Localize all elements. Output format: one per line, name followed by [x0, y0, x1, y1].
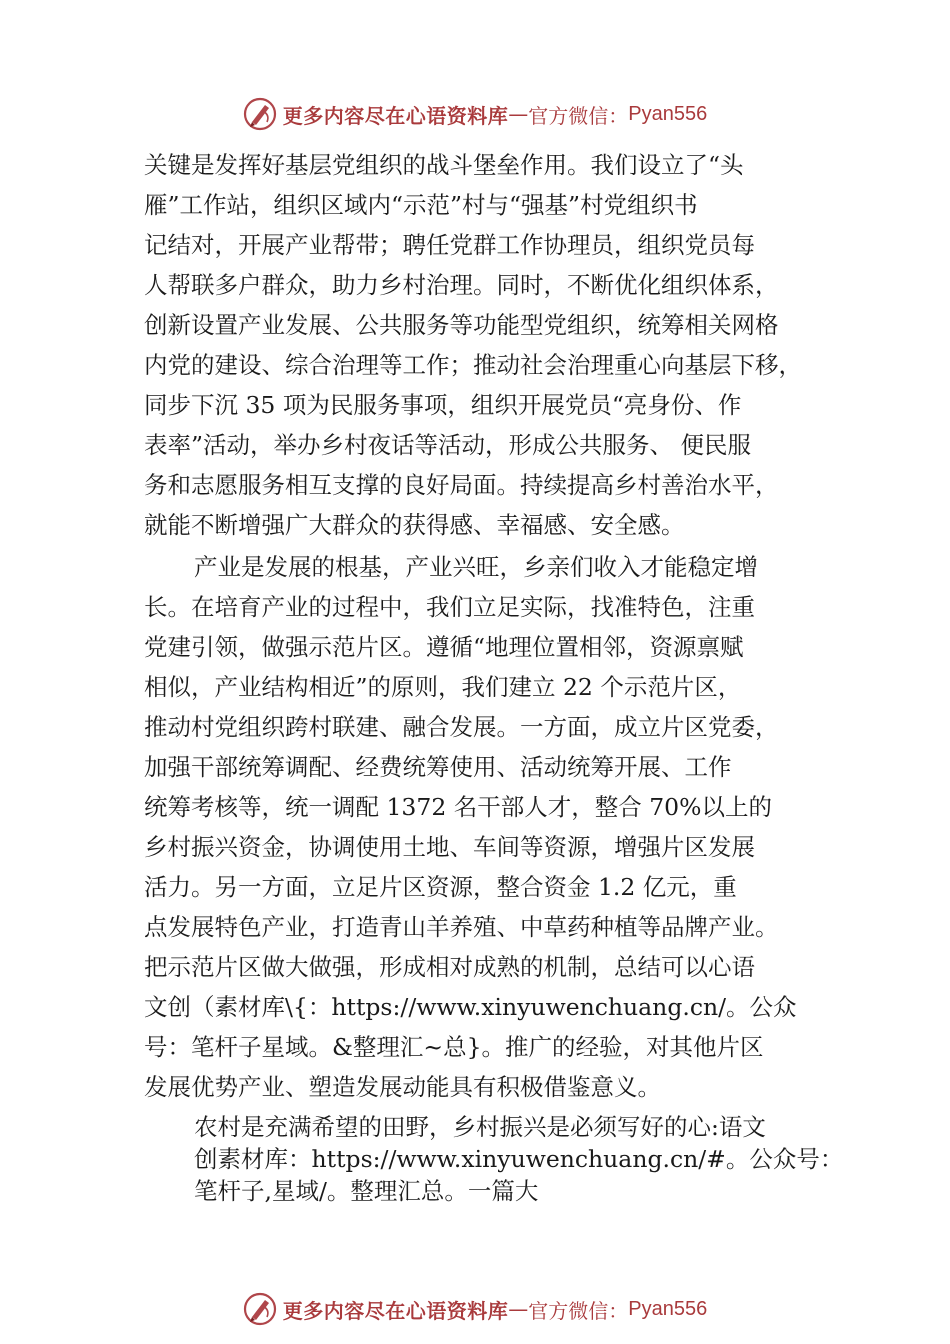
- text-line: 创新设置产业发展、公共服务等功能型党组织，统筹相关网格: [144, 311, 779, 339]
- text-line: 把示范片区做大做强，形成相对成熟的机制，总结可以心语: [144, 953, 755, 981]
- footer-separator: —: [508, 1297, 529, 1321]
- text-line: 文创（素材库\{：https://www.xinyuwenchuang.cn/。公众: [144, 993, 797, 1021]
- footer-brand-text: 更多内容尽在心语资料库: [282, 1298, 509, 1323]
- text-line: 务和志愿服务相互支撑的良好局面。持续提高乡村善治水平，: [144, 471, 779, 499]
- text-line: 乡村振兴资金，协调使用土地、车间等资源，增强片区发展: [144, 833, 755, 861]
- text-line: 同步下沉 35 项为民服务事项，组织开展党员“亮身份、作: [144, 391, 742, 419]
- text-line: 农村是充满希望的田野，乡村振兴是必须写好的心:语文: [194, 1113, 766, 1141]
- text-line: 创素材库：https://www.xinyuwenchuang.cn/#。公众号：: [194, 1145, 844, 1173]
- footer-wechat-label: 官方微信：: [528, 1298, 629, 1323]
- pen-logo-icon: [243, 1292, 277, 1326]
- text-line: 党建引领，做强示范片区。遵循“地理位置相邻，资源禀赋: [144, 633, 744, 661]
- text-line: 雁”工作站，组织区域内“示范”村与“强基”村党组织书: [144, 191, 698, 219]
- text-line: 人帮联多户群众，助力乡村治理。同时，不断优化组织体系，: [144, 271, 779, 299]
- text-line: 相似，产业结构相近”的原则，我们建立 22 个示范片区，: [144, 673, 742, 701]
- text-line: 统筹考核等，统一调配 1372 名干部人才，整合 70%以上的: [144, 793, 772, 821]
- footer-wechat-id: Pyan556: [628, 1297, 708, 1320]
- pen-logo-icon: [243, 97, 277, 131]
- header-separator: —: [508, 102, 529, 126]
- text-line: 内党的建设、综合治理等工作；推动社会治理重心向基层下移，: [144, 351, 802, 379]
- text-line: 点发展特色产业，打造青山羊养殖、中草药种植等品牌产业。: [144, 913, 779, 941]
- text-line: 笔杆子,星域/。整理汇总。一篇大: [194, 1177, 539, 1205]
- text-line: 表率”活动，举办乡村夜话等活动，形成公共服务、 便民服: [144, 431, 751, 459]
- text-line: 长。在培育产业的过程中，我们立足实际，找准特色，注重: [144, 593, 755, 621]
- text-line: 推动村党组织跨村联建、融合发展。一方面，成立片区党委，: [144, 713, 779, 741]
- text-line: 活力。另一方面，立足片区资源，整合资金 1.2 亿元，重: [144, 873, 737, 901]
- text-line: 关键是发挥好基层党组织的战斗堡垒作用。我们设立了“头: [144, 151, 744, 179]
- text-line: 就能不断增强广大群众的获得感、幸福感、安全感。: [144, 511, 685, 539]
- header-wechat-label: 官方微信：: [528, 103, 629, 128]
- header-wechat-id: Pyan556: [628, 102, 708, 125]
- text-line: 产业是发展的根基，产业兴旺，乡亲们收入才能稳定增: [194, 553, 758, 581]
- text-line: 加强干部统筹调配、经费统筹使用、活动统筹开展、工作: [144, 753, 732, 781]
- text-line: 记结对，开展产业帮带；聘任党群工作协理员，组织党员每: [144, 231, 755, 259]
- text-line: 发展优势产业、塑造发展动能具有积极借鉴意义。: [144, 1073, 661, 1101]
- text-line: 号：笔杆子星域。&整理汇~总}。推广的经验，对其他片区: [144, 1033, 764, 1061]
- footer-banner: [0, 1289, 950, 1329]
- header-banner: [0, 94, 950, 134]
- header-brand-text: 更多内容尽在心语资料库: [282, 103, 509, 128]
